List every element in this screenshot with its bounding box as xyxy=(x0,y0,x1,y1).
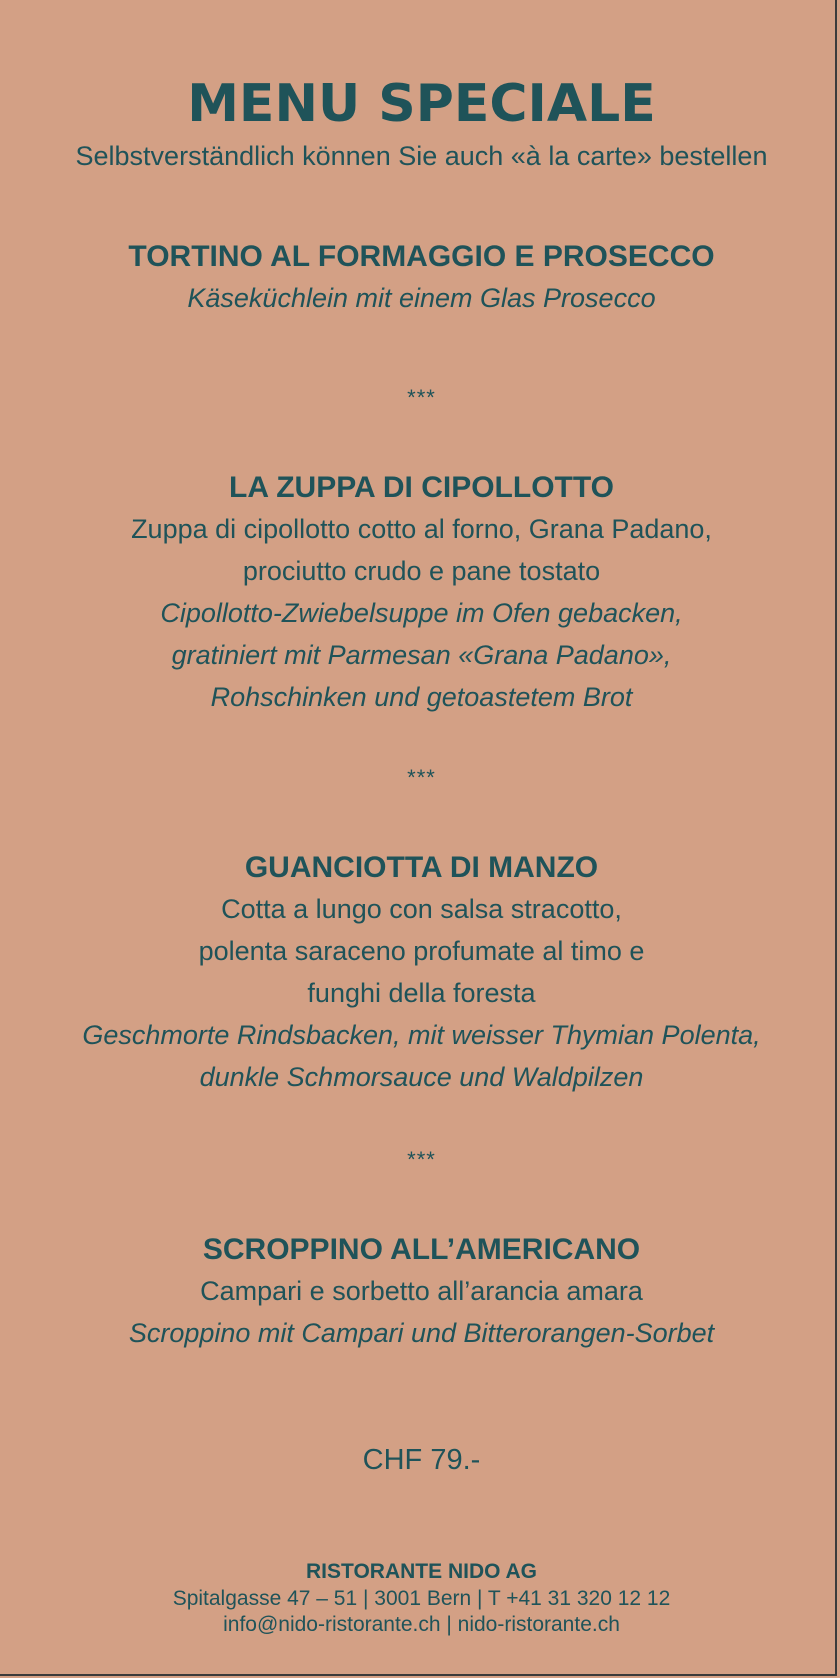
course-zuppa xyxy=(0,468,840,718)
course-separator: *** xyxy=(407,385,436,410)
course-description-de: Rohschinken und getoastetem Brot xyxy=(210,682,633,712)
footer-company: RISTORANTE NIDO AG xyxy=(305,1560,537,1583)
course-separator: *** xyxy=(407,765,436,790)
course-tortino xyxy=(0,237,840,319)
footer-contact: info@nido-ristorante.ch | nido-ristorante.ch xyxy=(223,1613,620,1636)
course-description-it: polenta saraceno profumate al timo e xyxy=(198,936,645,966)
course-title: SCROPPINO ALL’AMERICANO xyxy=(202,1233,641,1266)
menu-title: MENU SPECIALE xyxy=(187,74,656,134)
course-description-de: Scroppino mit Campari und Bitterorangen-Sorbet xyxy=(128,1318,715,1348)
menu-price: CHF 79.- xyxy=(362,1444,481,1476)
course-guanciotta xyxy=(0,848,840,1098)
course-separator: *** xyxy=(407,1147,436,1172)
course-title: LA ZUPPA DI CIPOLLOTTO xyxy=(229,471,614,504)
course-description-it: Zuppa di cipollotto cotto al forno, Grana Padano, xyxy=(131,514,712,544)
course-description-it: prociutto crudo e pane tostato xyxy=(242,556,601,586)
footer xyxy=(0,1558,840,1638)
course-description-it: Cotta a lungo con salsa stracotto, xyxy=(221,894,622,924)
course-description-it: Campari e sorbetto all’arancia amara xyxy=(200,1276,643,1306)
course-description-de: Geschmorte Rindsbacken, mit weisser Thymian Polenta, xyxy=(82,1020,761,1050)
course-description-de: dunkle Schmorsauce und Waldpilzen xyxy=(199,1062,644,1092)
course-scroppino xyxy=(0,1230,840,1354)
course-title: TORTINO AL FORMAGGIO E PROSECCO xyxy=(128,240,715,273)
course-description-de: Käseküchlein mit einem Glas Prosecco xyxy=(187,283,656,313)
menu-subtitle: Selbstverständlich können Sie auch «à la carte» bestellen xyxy=(75,141,768,171)
footer-address: Spitalgasse 47 – 51 | 3001 Bern | T +41 31 320 12 12 xyxy=(172,1587,671,1610)
course-description-de: Cipollotto-Zwiebelsuppe im Ofen gebacken, xyxy=(160,598,683,628)
course-title: GUANCIOTTA DI MANZO xyxy=(244,851,599,884)
course-description-de: gratiniert mit Parmesan «Grana Padano», xyxy=(171,640,672,670)
course-description-it: funghi della foresta xyxy=(307,978,536,1008)
